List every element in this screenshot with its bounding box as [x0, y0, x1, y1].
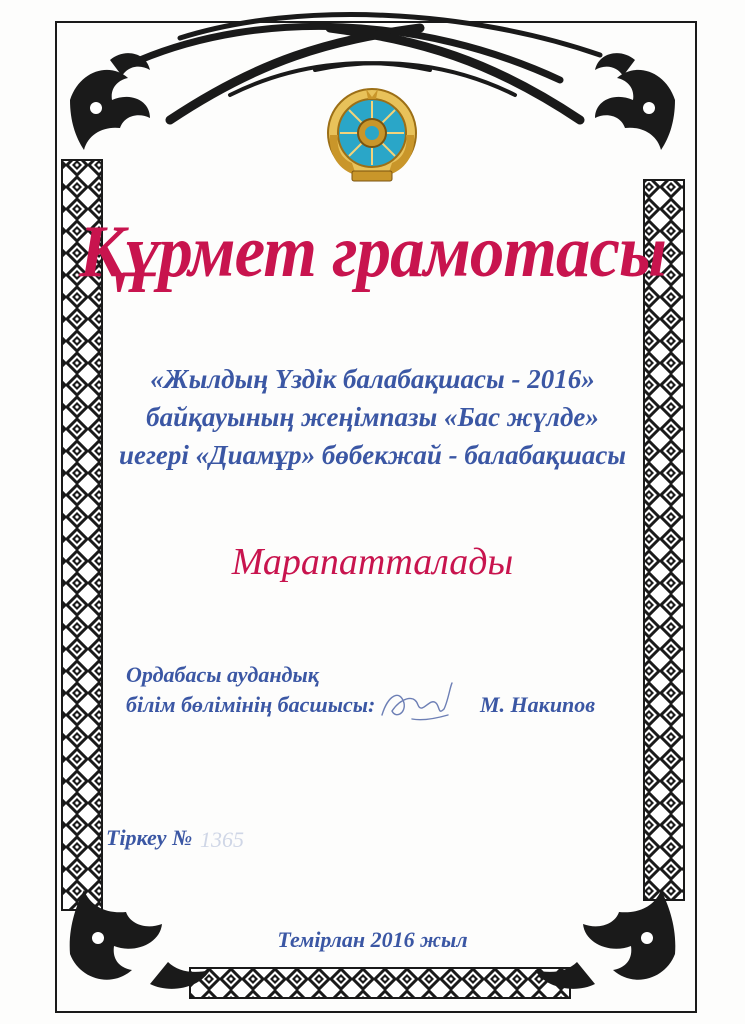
registration-label: Тіркеу №	[106, 825, 193, 850]
signatory-name: М. Накипов	[480, 692, 596, 717]
certificate-title: Құрмет грамотасы	[79, 211, 666, 293]
footer-place-year: Темірлан 2016 жыл	[277, 927, 468, 952]
award-description	[0, 360, 745, 474]
signatory-line-1: Ордабасы аудандық	[126, 662, 319, 687]
award-line-3: иегері «Диамұр» бөбекжай - балабақшасы	[118, 440, 627, 470]
award-line-1: «Жылдың Үздік балабақшасы - 2016»	[150, 364, 595, 394]
award-line-2: байқауының жеңімпазы «Бас жүлде»	[146, 402, 599, 432]
awarded-text: Марапатталады	[231, 541, 514, 583]
signatory-line-2: білім бөлімінің басшысы:	[126, 692, 376, 717]
handwritten-signature	[378, 675, 458, 730]
registration-number: 1365	[200, 827, 244, 852]
signatory-title	[126, 660, 375, 720]
